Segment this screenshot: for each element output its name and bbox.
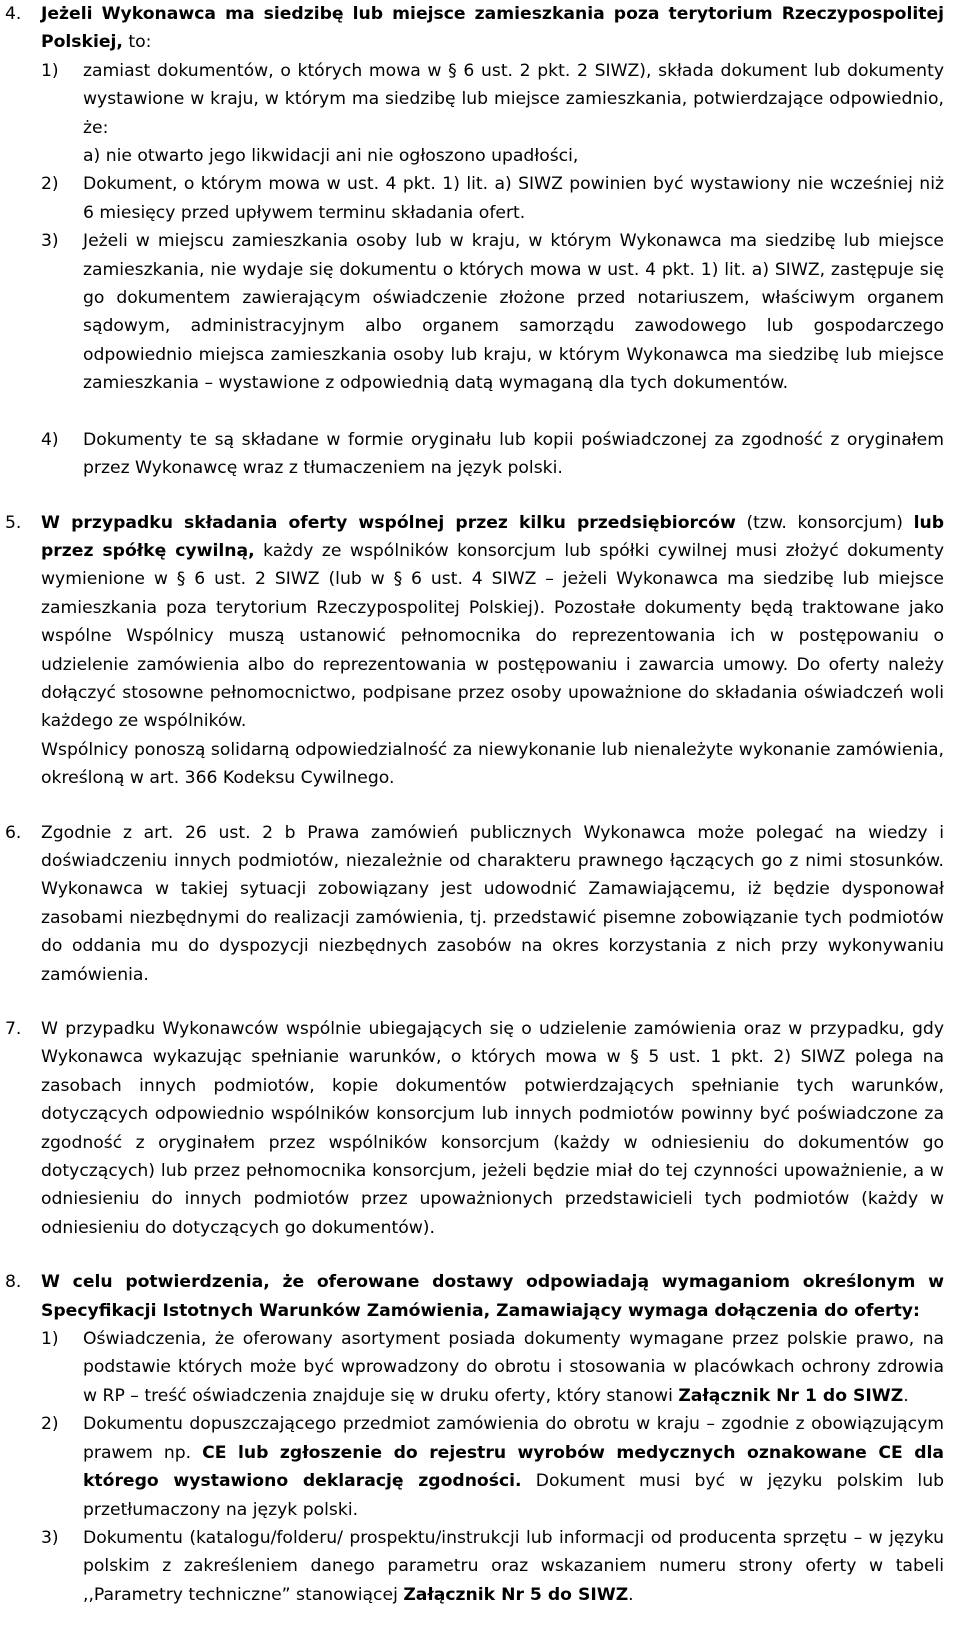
- section-8-heading: W celu potwierdzenia, że oferowane dostawy odpowiadają wymaganiom określonym w Specyfikacji Istotnych Warunków Zamówienia, Zamawiający wymaga dołączenia do oferty:: [41, 1272, 944, 1321]
- subpoint-8-1: 1) Oświadczenia, że oferowany asortyment posiada dokumenty wymagane przez polskie prawo, na podstawie których może być wprowadzony do obrotu i stosowania w placówkach ochrony zdrowia w RP – treść oświadczenia znajduje się w druku oferty, który stanowi Załącznik Nr 1 do SIWZ.: [41, 1329, 944, 1406]
- section-6: [5, 819, 944, 989]
- subpoint-4-1-a: a) nie otwarto jego likwidacji ani nie ogłoszono upadłości,: [83, 146, 579, 167]
- subpoint-4-3: 3) Jeżeli w miejscu zamieszkania osoby lub w kraju, w którym Wykonawca ma siedzibę lub miejsce zamieszkania, nie wydaje się dokumentu o których mowa w ust. 4 pkt. 1) lit. a) SIWZ, zastępuje się go dokumentem zawierającym oświadczenie złożone przed notariuszem, właściwym organem sądowym, administracyjnym albo organem samorządu zawodowego lub gospodarczego odpowiednio miejsca zamieszkania osoby lub kraju, w którym Wykonawca ma siedzibę lub miejsce zamieszkania – wystawione z odpowiednią datą wymaganą dla tych dokumentów.: [41, 231, 944, 394]
- subpoint-4-4: 4) Dokumenty te są składane w formie oryginału lub kopii poświadczonej za zgodność z oryginałem przez Wykonawcę wraz z tłumaczeniem na język polski.: [41, 429, 944, 479]
- subpoint-8-2: 2) Dokumentu dopuszczającego przedmiot zamówienia do obrotu w kraju – zgodnie z obowiązującym prawem np. CE lub zgłoszenie do rejestru wyrobów medycznych oznakowane CE dla którego wystawiono deklarację zgodności. Dokument musi być w języku polskim lub przetłumaczony na język polski.: [41, 1414, 944, 1520]
- section-8: [5, 1268, 944, 1609]
- section-5-text: W przypadku składania oferty wspólnej przez kilku przedsiębiorców (tzw. konsorcjum) lub przez spółkę cywilną, każdy ze wspólników konsorcjum lub spółki cywilnej musi złożyć dokumenty wymienione w § 6 ust. 2 SIWZ (lub w § 6 ust. 4 SIWZ – jeżeli Wykonawca ma siedzibę lub miejsce zamieszkania poza terytorium Rzeczypospolitej Polskiej). Pozostałe dokumenty będą traktowane jako wspólne Wspólnicy muszą ustanowić pełnomocnika do reprezentowania ich w postępowaniu o udzielenie zamówienia albo do reprezentowania w postępowaniu i zawarcia umowy. Do oferty należy dołączyć stosowne pełnomocnictwo, podpisane przez osoby upoważnione do składania oświadczeń woli każdego ze wspólników.: [41, 512, 944, 732]
- section-number: 5.: [5, 512, 22, 533]
- subpoint-8-3: 3) Dokumentu (katalogu/folderu/ prospektu/instrukcji lub informacji od producenta sprzętu – w języku polskim z zakreśleniem danego parametru oraz wskazaniem numeru strony oferty w tabeli ,,Parametry techniczne” stanowiącej Załącznik Nr 5 do SIWZ.: [41, 1527, 944, 1605]
- subpoint-4-1: 1) zamiast dokumentów, o których mowa w § 6 ust. 2 pkt. 2 SIWZ), składa dokument lub dokumenty wystawione w kraju, w którym ma siedzibę lub miejsce zamieszkania, potwierdzające odpowiednio, że:: [41, 60, 944, 138]
- section-5: [5, 509, 944, 793]
- section-number: 7.: [5, 1019, 22, 1039]
- section-number: 8.: [5, 1272, 22, 1293]
- subpoint-4-2: 2) Dokument, o którym mowa w ust. 4 pkt. 1) lit. a) SIWZ powinien być wystawiony nie wcześniej niż 6 miesięcy przed upływem terminu składania ofert.: [41, 174, 944, 223]
- section-7-text: W przypadku Wykonawców wspólnie ubiegających się o udzielenie zamówienia oraz w przypadku, gdy Wykonawca wykazując spełnianie warunków, o których mowa w § 5 ust. 1 pkt. 2) SIWZ polega na zasobach innych podmiotów, kopie dokumentów potwierdzających spełnianie tych warunków, dotyczących odpowiednio wspólników konsorcjum lub innych podmiotów powinny być poświadczone za zgodność z oryginałem przez wspólników konsorcjum (każdy w odniesieniu do dokumentów go dotyczących) lub przez pełnomocnika konsorcjum, jeżeli będzie miał do tej czynności upoważnienie, a w odniesieniu do innych podmiotów przez upoważnionych przedstawicieli tych podmiotów (każdy w odniesieniu do dotyczących go dokumentów).: [41, 1019, 944, 1238]
- section-5-para2: Wspólnicy ponoszą solidarną odpowiedzialność za niewykonanie lub nienależyte wykonanie zamówienia, określoną w art. 366 Kodeksu Cywilnego.: [41, 739, 944, 789]
- section-4: [5, 0, 944, 483]
- section-number: 4.: [5, 4, 22, 24]
- section-7: [5, 1015, 944, 1242]
- section-number: 6.: [5, 822, 22, 843]
- section-6-text: Zgodnie z art. 26 ust. 2 b Prawa zamówień publicznych Wykonawca może polegać na wiedzy i doświadczeniu innych podmiotów, niezależnie od charakteru prawnego łączących go z nimi stosunków. Wykonawca w takiej sytuacji zobowiązany jest udowodnić Zamawiającemu, iż będzie dysponował zasobami niezbędnymi do realizacji zamówienia, tj. przedstawić pisemne zobowiązanie tych podmiotów do oddania mu do dyspozycji niezbędnych zasobów na okres korzystania z nich przy wykonywaniu zamówienia.: [41, 822, 944, 985]
- section-4-heading: Jeżeli Wykonawca ma siedzibę lub miejsce zamieszkania poza terytorium Rzeczypospolitej Polskiej, to:: [41, 4, 944, 53]
